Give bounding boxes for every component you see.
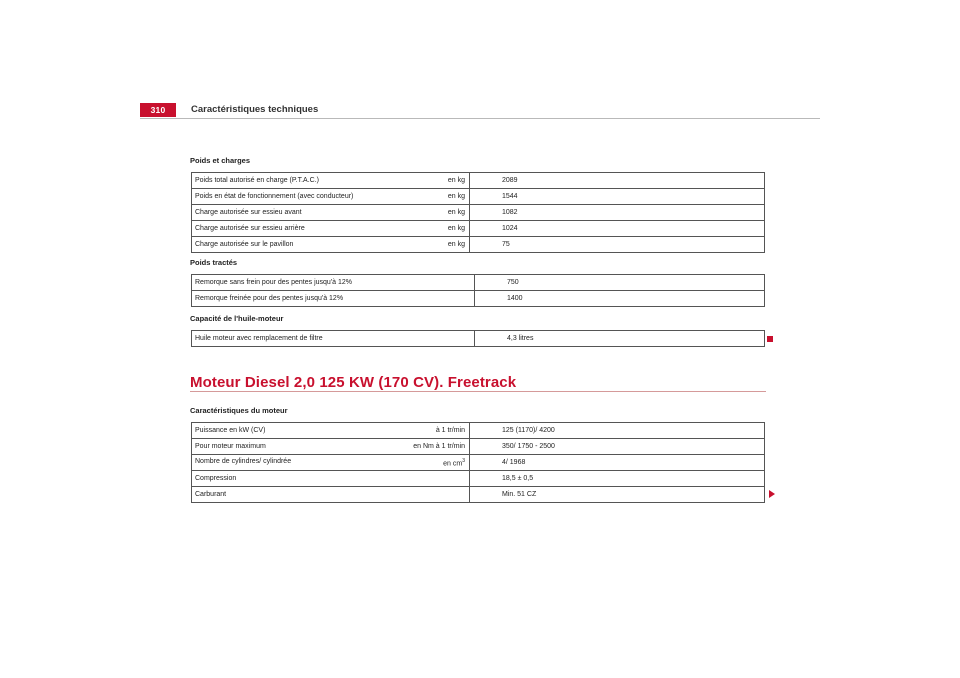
- header-divider: [140, 118, 820, 119]
- table-row: [192, 455, 765, 471]
- row-label-unit: [192, 237, 470, 253]
- table-row: [192, 237, 765, 253]
- row-value: 1024: [470, 221, 765, 237]
- table-row: [192, 189, 765, 205]
- table-row: [192, 439, 765, 455]
- table-row: [192, 331, 765, 347]
- row-label: Remorque freinée pour des pentes jusqu'à 12%: [192, 291, 475, 307]
- page-number: 310: [140, 103, 176, 117]
- engine-heading-rule: [190, 391, 766, 392]
- row-label-unit: [192, 487, 470, 503]
- row-unit-superscript: 3: [462, 457, 465, 464]
- row-label-unit: [192, 205, 470, 221]
- section-title-engine: Caractéristiques du moteur: [190, 406, 288, 415]
- row-value: 125 (1170)/ 4200: [470, 423, 765, 439]
- page-header-title: Caractéristiques techniques: [191, 104, 319, 115]
- row-label-unit: [192, 439, 470, 455]
- table-row: [192, 291, 765, 307]
- row-value: 2089: [470, 173, 765, 189]
- table-row: [192, 423, 765, 439]
- oil-table: [191, 330, 765, 347]
- table-row: [192, 471, 765, 487]
- row-unit: [443, 458, 465, 467]
- row-label: Nombre de cylindres/ cylindrée: [195, 457, 292, 465]
- row-unit: en kg: [447, 177, 465, 184]
- section-title-towing: Poids tractés: [190, 258, 238, 267]
- table-row: [192, 275, 765, 291]
- row-unit: en kg: [447, 193, 465, 200]
- row-label-unit: [192, 455, 470, 471]
- row-unit: en kg: [447, 225, 465, 232]
- towing-table: [191, 274, 765, 307]
- row-label-unit: [192, 189, 470, 205]
- row-value: 750: [475, 275, 765, 291]
- row-label: Poids en état de fonctionnement (avec conducteur): [195, 193, 354, 200]
- row-label: Charge autorisée sur le pavillon: [195, 241, 294, 248]
- row-label: Carburant: [195, 491, 227, 498]
- row-label: Compression: [195, 475, 237, 482]
- row-label: Poids total autorisé en charge (P.T.A.C.): [195, 177, 319, 184]
- row-unit-text: en cm: [443, 460, 463, 468]
- row-value: 1082: [470, 205, 765, 221]
- section-title-weights: Poids et charges: [190, 156, 251, 165]
- red-triangle-arrow-icon[interactable]: [769, 490, 775, 498]
- row-unit: en kg: [447, 209, 465, 216]
- weights-table: [191, 172, 765, 253]
- row-label: Huile moteur avec remplacement de filtre: [192, 331, 475, 347]
- table-row: [192, 221, 765, 237]
- row-unit: en kg: [447, 241, 465, 248]
- table-row: [192, 487, 765, 503]
- table-row: [192, 173, 765, 189]
- row-value: 4,3 litres: [475, 331, 765, 347]
- row-label-unit: [192, 173, 470, 189]
- row-value: 18,5 ± 0,5: [470, 471, 765, 487]
- engine-table: [191, 422, 765, 503]
- row-value: Min. 51 CZ: [470, 487, 765, 503]
- row-label-unit: [192, 471, 470, 487]
- row-label: Puissance en kW (CV): [195, 427, 266, 434]
- row-value: 350/ 1750 - 2500: [470, 439, 765, 455]
- row-value: 1400: [475, 291, 765, 307]
- row-label: Charge autorisée sur essieu arrière: [195, 225, 305, 232]
- row-label: Remorque sans frein pour des pentes jusqu'à 12%: [192, 275, 475, 291]
- row-unit: en Nm à 1 tr/min: [413, 443, 465, 450]
- row-label: Charge autorisée sur essieu avant: [195, 209, 302, 216]
- row-value: 1544: [470, 189, 765, 205]
- table-row: [192, 205, 765, 221]
- row-label-unit: [192, 423, 470, 439]
- section-title-oil: Capacité de l'huile-moteur: [190, 314, 284, 323]
- row-unit: à 1 tr/min: [435, 427, 465, 434]
- engine-heading: Moteur Diesel 2,0 125 KW (170 CV). Freetrack: [190, 374, 517, 391]
- row-value: 4/ 1968: [470, 455, 765, 471]
- red-square-icon: [767, 336, 773, 342]
- row-label: Pour moteur maximum: [195, 443, 266, 450]
- row-label-unit: [192, 221, 470, 237]
- row-value: 75: [470, 237, 765, 253]
